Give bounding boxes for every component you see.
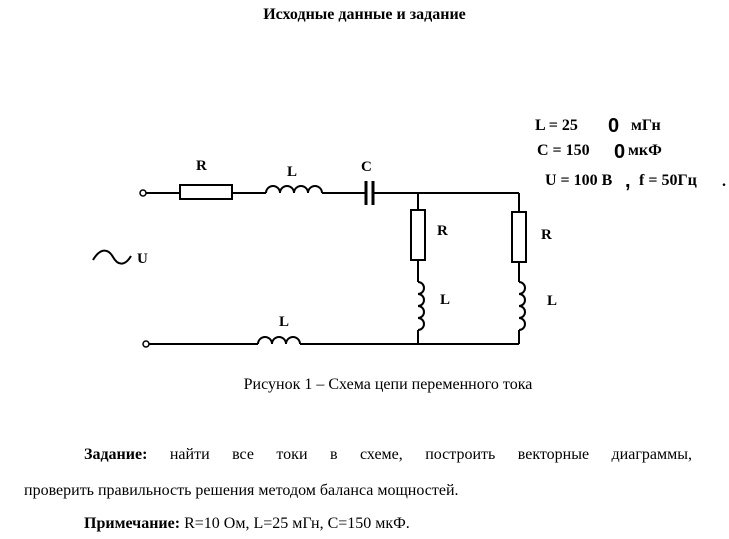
inductor-branch1	[418, 282, 424, 330]
label-l-bottom: L	[279, 314, 290, 330]
resistor-branch1	[411, 210, 425, 260]
param-u-comma: ,	[625, 170, 631, 192]
label-r-branch2: R	[541, 227, 552, 243]
param-c-label: C = 150	[537, 142, 590, 159]
label-l-top: L	[287, 164, 298, 180]
note-label: Примечание:	[84, 515, 181, 532]
param-l-label: L = 25	[535, 117, 578, 134]
resistor-top	[180, 185, 232, 199]
input-terminal-bottom	[143, 341, 149, 347]
label-l-branch1: L	[440, 292, 451, 308]
task-paragraph	[84, 446, 692, 464]
resistor-branch2	[512, 212, 526, 262]
page-title: Исходные данные и задание	[263, 6, 466, 23]
param-u-label: U = 100 В	[545, 172, 613, 189]
inductor-top	[266, 186, 322, 193]
param-c-unit: мкФ	[628, 142, 662, 159]
task-text-line2: проверить правильность решения методом баланса мощностей.	[24, 482, 459, 499]
inductor-bottom	[258, 337, 300, 344]
note-paragraph	[84, 515, 410, 533]
label-l-branch2: L	[547, 293, 558, 309]
ac-source-icon	[93, 251, 131, 264]
param-c-zero: 0	[614, 141, 626, 163]
label-r-branch1: R	[437, 223, 448, 239]
param-dot: .	[722, 173, 726, 190]
figure-caption: Рисунок 1 – Схема цепи переменного тока	[243, 376, 533, 393]
input-terminal-top	[140, 190, 146, 196]
task-text-line1: найти все токи в схеме, построить векторные диаграммы,	[147, 446, 692, 463]
task-label: Задание:	[84, 446, 148, 463]
label-c-top: C	[361, 159, 372, 175]
param-l-zero: 0	[608, 115, 620, 137]
param-l-unit: мГн	[631, 117, 661, 134]
param-f-label: f = 50Гц	[639, 172, 697, 189]
label-r-top: R	[196, 158, 207, 174]
inductor-branch2	[519, 282, 525, 330]
label-u-source: U	[137, 251, 148, 267]
note-text: R=10 Ом, L=25 мГн, С=150 мкФ.	[180, 515, 410, 532]
